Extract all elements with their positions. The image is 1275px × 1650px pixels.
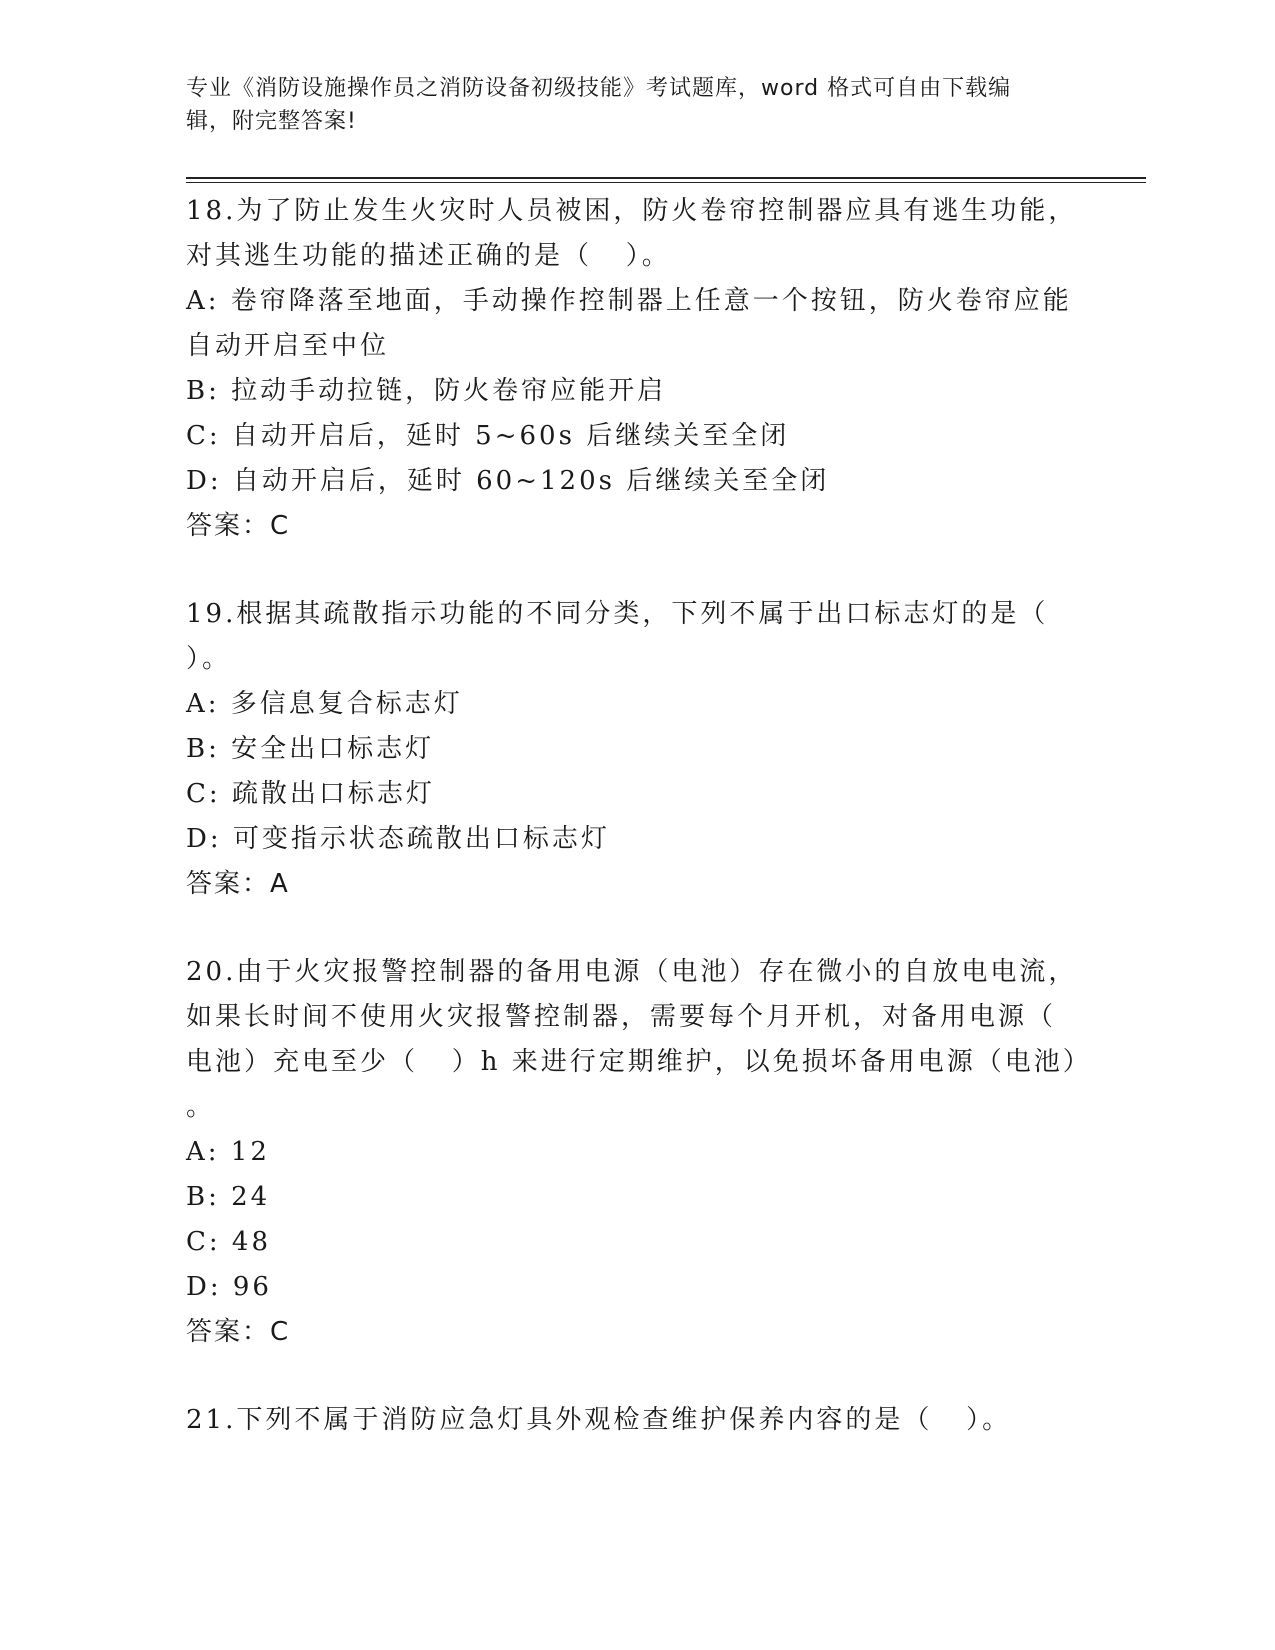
answer-line: 答案：A (186, 869, 290, 899)
question-stem (186, 1398, 1086, 1443)
option-d: D: 自动开启后，延时 60~120s 后继续关至全闭 (186, 466, 830, 496)
question-options (186, 279, 1086, 504)
header-divider-thick (186, 177, 1146, 179)
option-a: A: 卷帘降落至地面，手动操作控制器上任意一个按钮，防火卷帘应能 (186, 286, 1072, 316)
answer-line: 答案：C (186, 511, 291, 541)
option-c: C: 48 (186, 1227, 272, 1257)
question-options (186, 682, 1086, 862)
answer-line: 答案：C (186, 1317, 291, 1347)
stem-line: 20.由于火灾报警控制器的备用电源（电池）存在微小的自放电电流， (186, 957, 1078, 987)
header-divider-thin (186, 182, 1146, 183)
stem-line: 电池）充电至少（ ）h 来进行定期维护，以免损坏备用电源（电池） (186, 1047, 1092, 1077)
stem-line: 19.根据其疏散指示功能的不同分类，下列不属于出口标志灯的是（ (186, 599, 1049, 629)
option-b: B: 24 (186, 1182, 271, 1212)
question-stem (186, 189, 1086, 279)
question-stem (186, 592, 1086, 682)
header-line-2: 辑，附完整答案! (186, 109, 357, 134)
option-b: B: 安全出口标志灯 (186, 734, 435, 764)
option-d: D: 96 (186, 1272, 272, 1302)
header-line-1: 专业《消防设施操作员之消防设备初级技能》考试题库，word 格式可自由下载编 (186, 76, 1012, 101)
stem-line: ）。 (186, 644, 232, 674)
document-header (186, 72, 1066, 138)
question-19 (186, 592, 1086, 907)
question-21 (186, 1398, 1086, 1443)
stem-line: 对其逃生功能的描述正确的是（ ）。 (186, 241, 671, 271)
stem-line: 21.下列不属于消防应急灯具外观检查维护保养内容的是（ ）。 (186, 1405, 1012, 1435)
stem-line: 。 (186, 1092, 216, 1122)
option-a: A: 多信息复合标志灯 (186, 689, 463, 719)
option-a: A: 12 (186, 1137, 270, 1167)
question-20 (186, 950, 1092, 1355)
question-stem (186, 950, 1092, 1130)
stem-line: 如果长时间不使用火灾报警控制器，需要每个月开机，对备用电源（ (186, 1002, 1057, 1032)
question-18 (186, 189, 1086, 549)
option-d: D: 可变指示状态疏散出口标志灯 (186, 824, 610, 854)
option-a-cont: 自动开启至中位 (186, 331, 390, 361)
stem-line: 18.为了防止发生火灾时人员被困，防火卷帘控制器应具有逃生功能， (186, 196, 1078, 226)
question-list (186, 189, 1092, 1486)
option-b: B: 拉动手动拉链，防火卷帘应能开启 (186, 376, 667, 406)
option-c: C: 自动开启后，延时 5~60s 后继续关至全闭 (186, 421, 790, 451)
question-options (186, 1130, 1086, 1310)
option-c: C: 疏散出口标志灯 (186, 779, 435, 809)
